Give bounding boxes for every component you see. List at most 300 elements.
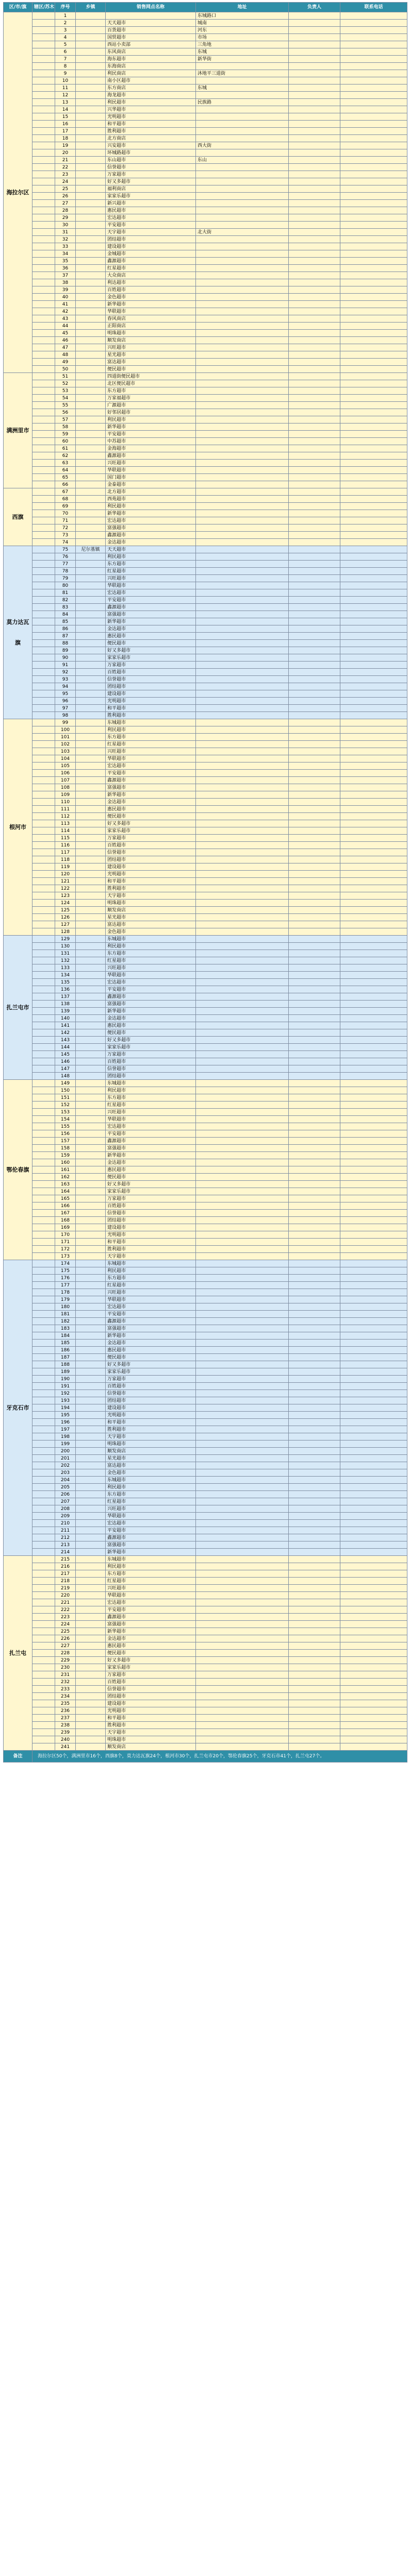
- town-cell: [76, 157, 106, 164]
- seq-cell: 230: [55, 1664, 76, 1671]
- person-cell: [289, 467, 340, 474]
- table-row: [4, 618, 407, 625]
- table-row: [4, 856, 407, 863]
- person-cell: [289, 871, 340, 878]
- table-row: [4, 1260, 407, 1267]
- person-cell: [289, 611, 340, 618]
- table-row: [4, 373, 407, 380]
- table-row: [4, 914, 407, 921]
- table-row: [4, 1686, 407, 1693]
- subdistrict-cell: [32, 488, 55, 496]
- phone-cell: [340, 34, 407, 41]
- phone-cell: [340, 1123, 407, 1130]
- town-cell: [76, 900, 106, 907]
- outlet-name-cell: 富强超市: [106, 1325, 196, 1332]
- table-row: [4, 395, 407, 402]
- address-cell: [196, 928, 289, 936]
- phone-cell: [340, 705, 407, 712]
- address-cell: [196, 654, 289, 662]
- subdistrict-cell: [32, 1606, 55, 1614]
- outlet-name-cell: 利民超市: [106, 416, 196, 423]
- table-row: [4, 1080, 407, 1087]
- subdistrict-cell: [32, 1231, 55, 1239]
- address-cell: [196, 185, 289, 193]
- table-row: [4, 597, 407, 604]
- town-cell: [76, 1722, 106, 1729]
- person-cell: [289, 1426, 340, 1433]
- town-cell: [76, 1325, 106, 1332]
- phone-cell: [340, 762, 407, 770]
- phone-cell: [340, 474, 407, 481]
- town-cell: [76, 380, 106, 387]
- person-cell: [289, 1253, 340, 1260]
- subdistrict-cell: [32, 121, 55, 128]
- table-row: [4, 517, 407, 524]
- town-cell: [76, 1679, 106, 1686]
- outlet-name-cell: 和平超市: [106, 705, 196, 712]
- person-cell: [289, 1368, 340, 1376]
- phone-cell: [340, 214, 407, 222]
- outlet-name-cell: 好邻居超市: [106, 409, 196, 416]
- phone-cell: [340, 1138, 407, 1145]
- person-cell: [289, 366, 340, 373]
- table-row: [4, 142, 407, 149]
- person-cell: [289, 734, 340, 741]
- seq-cell: 55: [55, 402, 76, 409]
- seq-cell: 217: [55, 1570, 76, 1578]
- seq-cell: 208: [55, 1505, 76, 1513]
- phone-cell: [340, 633, 407, 640]
- person-cell: [289, 236, 340, 243]
- seq-cell: 23: [55, 171, 76, 178]
- address-cell: [196, 438, 289, 445]
- address-cell: [196, 1419, 289, 1426]
- person-cell: [289, 1556, 340, 1563]
- seq-cell: 113: [55, 820, 76, 827]
- outlet-name-cell: 利民超市: [106, 503, 196, 510]
- address-cell: [196, 1188, 289, 1195]
- address-cell: [196, 1051, 289, 1058]
- table-row: [4, 359, 407, 366]
- address-cell: [196, 524, 289, 532]
- town-cell: [76, 1549, 106, 1556]
- table-row: [4, 1116, 407, 1123]
- outlet-name-cell: 海东超市: [106, 56, 196, 63]
- subdistrict-cell: [32, 1065, 55, 1073]
- person-cell: [289, 777, 340, 784]
- phone-cell: [340, 467, 407, 474]
- subdistrict-cell: [32, 1318, 55, 1325]
- person-cell: [289, 1347, 340, 1354]
- table-row: [4, 683, 407, 690]
- person-cell: [289, 1722, 340, 1729]
- subdistrict-cell: [32, 1477, 55, 1484]
- seq-cell: 103: [55, 748, 76, 755]
- phone-cell: [340, 1621, 407, 1628]
- address-cell: [196, 1195, 289, 1202]
- address-cell: [196, 1354, 289, 1361]
- phone-cell: [340, 683, 407, 690]
- seq-cell: 34: [55, 250, 76, 258]
- table-row: [4, 1578, 407, 1585]
- person-cell: [289, 1195, 340, 1202]
- address-cell: [196, 409, 289, 416]
- town-cell: 尼尔基镇: [76, 546, 106, 553]
- table-row: [4, 1383, 407, 1390]
- person-cell: [289, 1743, 340, 1751]
- seq-cell: 64: [55, 467, 76, 474]
- outlet-name-cell: 新华超市: [106, 1628, 196, 1635]
- town-cell: [76, 892, 106, 900]
- table-row: [4, 1325, 407, 1332]
- table-row: [4, 892, 407, 900]
- person-cell: [289, 1621, 340, 1628]
- subdistrict-cell: [32, 734, 55, 741]
- address-cell: [196, 849, 289, 856]
- person-cell: [289, 1311, 340, 1318]
- outlet-name-cell: 好又多超市: [106, 820, 196, 827]
- table-row: [4, 734, 407, 741]
- seq-cell: 146: [55, 1058, 76, 1065]
- subdistrict-cell: [32, 1174, 55, 1181]
- outlet-name-cell: 金色超市: [106, 928, 196, 936]
- address-cell: [196, 1390, 289, 1397]
- person-cell: [289, 193, 340, 200]
- subdistrict-cell: [32, 1181, 55, 1188]
- town-cell: [76, 741, 106, 748]
- outlet-name-cell: 利民超市: [106, 943, 196, 950]
- seq-cell: 43: [55, 315, 76, 323]
- outlet-name-cell: 兴旺超市: [106, 964, 196, 972]
- table-row: [4, 1397, 407, 1404]
- person-cell: [289, 1664, 340, 1671]
- seq-cell: 164: [55, 1188, 76, 1195]
- person-cell: [289, 1202, 340, 1210]
- address-cell: [196, 236, 289, 243]
- subdistrict-cell: [32, 20, 55, 27]
- table-row: [4, 1585, 407, 1592]
- person-cell: [289, 936, 340, 943]
- phone-cell: [340, 1534, 407, 1541]
- outlet-name-cell: 华联超市: [106, 308, 196, 315]
- person-cell: [289, 106, 340, 113]
- town-cell: [76, 1469, 106, 1477]
- subdistrict-cell: [32, 1484, 55, 1491]
- town-cell: [76, 914, 106, 921]
- outlet-name-cell: 环城路超市: [106, 149, 196, 157]
- table-row: [4, 1101, 407, 1109]
- town-cell: [76, 1599, 106, 1606]
- outlet-name-cell: 建设超市: [106, 243, 196, 250]
- outlet-name-cell: 团结超市: [106, 856, 196, 863]
- outlet-name-cell: 星光超市: [106, 1455, 196, 1462]
- town-cell: [76, 323, 106, 330]
- table-row: [4, 1390, 407, 1397]
- person-cell: [289, 1570, 340, 1578]
- address-cell: [196, 496, 289, 503]
- town-cell: [76, 1340, 106, 1347]
- table-row: [4, 1008, 407, 1015]
- notes-row: [4, 1751, 407, 1762]
- town-cell: [76, 1166, 106, 1174]
- town-cell: [76, 56, 106, 63]
- phone-cell: [340, 128, 407, 135]
- table-row: [4, 1513, 407, 1520]
- seq-cell: 174: [55, 1260, 76, 1267]
- outlet-name-cell: 金达超市: [106, 539, 196, 546]
- town-cell: [76, 1505, 106, 1513]
- address-cell: [196, 662, 289, 669]
- table-row: [4, 1679, 407, 1686]
- person-cell: [289, 1491, 340, 1498]
- address-cell: [196, 258, 289, 265]
- subdistrict-cell: [32, 330, 55, 337]
- seq-cell: 218: [55, 1578, 76, 1585]
- town-cell: [76, 366, 106, 373]
- seq-cell: 37: [55, 272, 76, 279]
- seq-cell: 80: [55, 582, 76, 589]
- address-cell: [196, 611, 289, 618]
- outlet-name-cell: 和平超市: [106, 1419, 196, 1426]
- town-cell: [76, 1188, 106, 1195]
- table-row: [4, 972, 407, 979]
- outlet-name-cell: 新华超市: [106, 510, 196, 517]
- table-row: [4, 726, 407, 734]
- address-cell: [196, 914, 289, 921]
- phone-cell: [340, 1635, 407, 1642]
- town-cell: [76, 1195, 106, 1202]
- table-row: [4, 1073, 407, 1080]
- address-cell: [196, 1347, 289, 1354]
- subdistrict-cell: [32, 373, 55, 380]
- person-cell: [289, 1065, 340, 1073]
- address-cell: [196, 633, 289, 640]
- outlet-name-cell: 富强超市: [106, 611, 196, 618]
- person-cell: [289, 1239, 340, 1246]
- outlet-name-cell: 光明超市: [106, 1231, 196, 1239]
- table-row: [4, 1657, 407, 1664]
- subdistrict-cell: [32, 301, 55, 308]
- subdistrict-cell: [32, 1527, 55, 1534]
- town-cell: [76, 1065, 106, 1073]
- outlet-name-cell: 鑫源超市: [106, 993, 196, 1001]
- person-cell: [289, 20, 340, 27]
- town-cell: [76, 1455, 106, 1462]
- phone-cell: [340, 222, 407, 229]
- person-cell: [289, 1549, 340, 1556]
- town-cell: [76, 921, 106, 928]
- person-cell: [289, 1477, 340, 1484]
- town-cell: [76, 1440, 106, 1448]
- subdistrict-cell: [32, 719, 55, 726]
- person-cell: [289, 1520, 340, 1527]
- table-row: [4, 791, 407, 799]
- seq-cell: 188: [55, 1361, 76, 1368]
- person-cell: [289, 279, 340, 286]
- table-row: [4, 1628, 407, 1635]
- phone-cell: [340, 106, 407, 113]
- table-row: [4, 12, 407, 20]
- town-cell: [76, 553, 106, 561]
- table-row: [4, 308, 407, 315]
- person-cell: [289, 337, 340, 344]
- town-cell: [76, 1578, 106, 1585]
- address-cell: [196, 200, 289, 207]
- outlet-name-cell: 富强超市: [106, 1001, 196, 1008]
- subdistrict-cell: [32, 1123, 55, 1130]
- subdistrict-cell: [32, 1239, 55, 1246]
- town-cell: [76, 503, 106, 510]
- outlet-name-cell: 顺发商店: [106, 337, 196, 344]
- town-cell: [76, 92, 106, 99]
- seq-cell: 18: [55, 135, 76, 142]
- header-row: [4, 3, 407, 12]
- outlet-name-cell: 家家乐超市: [106, 827, 196, 835]
- outlet-name-cell: 春风商店: [106, 315, 196, 323]
- phone-cell: [340, 1058, 407, 1065]
- outlet-name-cell: 华联超市: [106, 1513, 196, 1520]
- outlet-name-cell: 东山超市: [106, 157, 196, 164]
- subdistrict-cell: [32, 1592, 55, 1599]
- person-cell: [289, 712, 340, 719]
- table-row: [4, 835, 407, 842]
- phone-cell: [340, 56, 407, 63]
- outlet-name-cell: 好又多超市: [106, 178, 196, 185]
- person-cell: [289, 243, 340, 250]
- town-cell: [76, 770, 106, 777]
- person-cell: [289, 900, 340, 907]
- town-cell: [76, 1686, 106, 1693]
- outlet-name-cell: 惠民超市: [106, 806, 196, 813]
- outlet-name-cell: 百姓超市: [106, 1058, 196, 1065]
- seq-cell: 87: [55, 633, 76, 640]
- seq-cell: 36: [55, 265, 76, 272]
- seq-cell: 77: [55, 561, 76, 568]
- address-cell: [196, 164, 289, 171]
- town-cell: [76, 712, 106, 719]
- person-cell: [289, 597, 340, 604]
- phone-cell: [340, 258, 407, 265]
- seq-cell: 35: [55, 258, 76, 265]
- person-cell: [289, 409, 340, 416]
- col-subdistrict: 辖区/苏木: [32, 3, 55, 12]
- table-row: [4, 510, 407, 517]
- seq-cell: 220: [55, 1592, 76, 1599]
- outlet-name-cell: 兴旺超市: [106, 1585, 196, 1592]
- address-cell: [196, 1621, 289, 1628]
- seq-cell: 160: [55, 1159, 76, 1166]
- phone-cell: [340, 387, 407, 395]
- town-cell: [76, 611, 106, 618]
- phone-cell: [340, 1614, 407, 1621]
- outlet-name-cell: 东方超市: [106, 1570, 196, 1578]
- address-cell: [196, 452, 289, 460]
- town-cell: [76, 1073, 106, 1080]
- seq-cell: 75: [55, 546, 76, 553]
- subdistrict-cell: [32, 92, 55, 99]
- town-cell: [76, 1390, 106, 1397]
- table-row: [4, 1614, 407, 1621]
- seq-cell: 198: [55, 1433, 76, 1440]
- seq-cell: 52: [55, 380, 76, 387]
- outlet-name-cell: 万家超市: [106, 835, 196, 842]
- phone-cell: [340, 1181, 407, 1188]
- phone-cell: [340, 770, 407, 777]
- town-cell: [76, 1217, 106, 1224]
- town-cell: [76, 633, 106, 640]
- subdistrict-cell: [32, 1094, 55, 1101]
- subdistrict-cell: [32, 907, 55, 914]
- phone-cell: [340, 164, 407, 171]
- phone-cell: [340, 611, 407, 618]
- outlet-name-cell: 和平超市: [106, 1715, 196, 1722]
- subdistrict-cell: [32, 993, 55, 1001]
- person-cell: [289, 539, 340, 546]
- outlet-name-cell: 利民超市: [106, 1267, 196, 1275]
- seq-cell: 13: [55, 99, 76, 106]
- table-row: [4, 1448, 407, 1455]
- subdistrict-cell: [32, 625, 55, 633]
- phone-cell: [340, 1174, 407, 1181]
- table-row: [4, 250, 407, 258]
- outlet-name-cell: 鑫源超市: [106, 1534, 196, 1541]
- phone-cell: [340, 1087, 407, 1094]
- phone-cell: [340, 979, 407, 986]
- subdistrict-cell: [32, 741, 55, 748]
- phone-cell: [340, 1037, 407, 1044]
- subdistrict-cell: [32, 827, 55, 835]
- phone-cell: [340, 1707, 407, 1715]
- table-row: [4, 575, 407, 582]
- town-cell: [76, 1635, 106, 1642]
- seq-cell: 233: [55, 1686, 76, 1693]
- seq-cell: 165: [55, 1195, 76, 1202]
- person-cell: [289, 770, 340, 777]
- table-row: [4, 323, 407, 330]
- person-cell: [289, 827, 340, 835]
- phone-cell: [340, 1650, 407, 1657]
- subdistrict-cell: [32, 640, 55, 647]
- town-cell: [76, 171, 106, 178]
- phone-cell: [340, 135, 407, 142]
- subdistrict-cell: [32, 496, 55, 503]
- table-row: [4, 936, 407, 943]
- phone-cell: [340, 1433, 407, 1440]
- address-cell: [196, 957, 289, 964]
- subdistrict-cell: [32, 1217, 55, 1224]
- address-cell: [196, 503, 289, 510]
- address-cell: [196, 460, 289, 467]
- seq-cell: 51: [55, 373, 76, 380]
- subdistrict-cell: [32, 1080, 55, 1087]
- table-row: [4, 452, 407, 460]
- address-cell: [196, 1686, 289, 1693]
- seq-cell: 207: [55, 1498, 76, 1505]
- person-cell: [289, 1498, 340, 1505]
- phone-cell: [340, 1448, 407, 1455]
- outlet-name-cell: 鑫源超市: [106, 532, 196, 539]
- town-cell: [76, 1642, 106, 1650]
- outlet-name-cell: 华联超市: [106, 1296, 196, 1303]
- table-row: [4, 1275, 407, 1282]
- address-cell: [196, 1606, 289, 1614]
- town-cell: [76, 863, 106, 871]
- address-cell: [196, 1513, 289, 1520]
- address-cell: 东城: [196, 84, 289, 92]
- phone-cell: [340, 27, 407, 34]
- person-cell: [289, 1534, 340, 1541]
- outlet-name-cell: 华联超市: [106, 1116, 196, 1123]
